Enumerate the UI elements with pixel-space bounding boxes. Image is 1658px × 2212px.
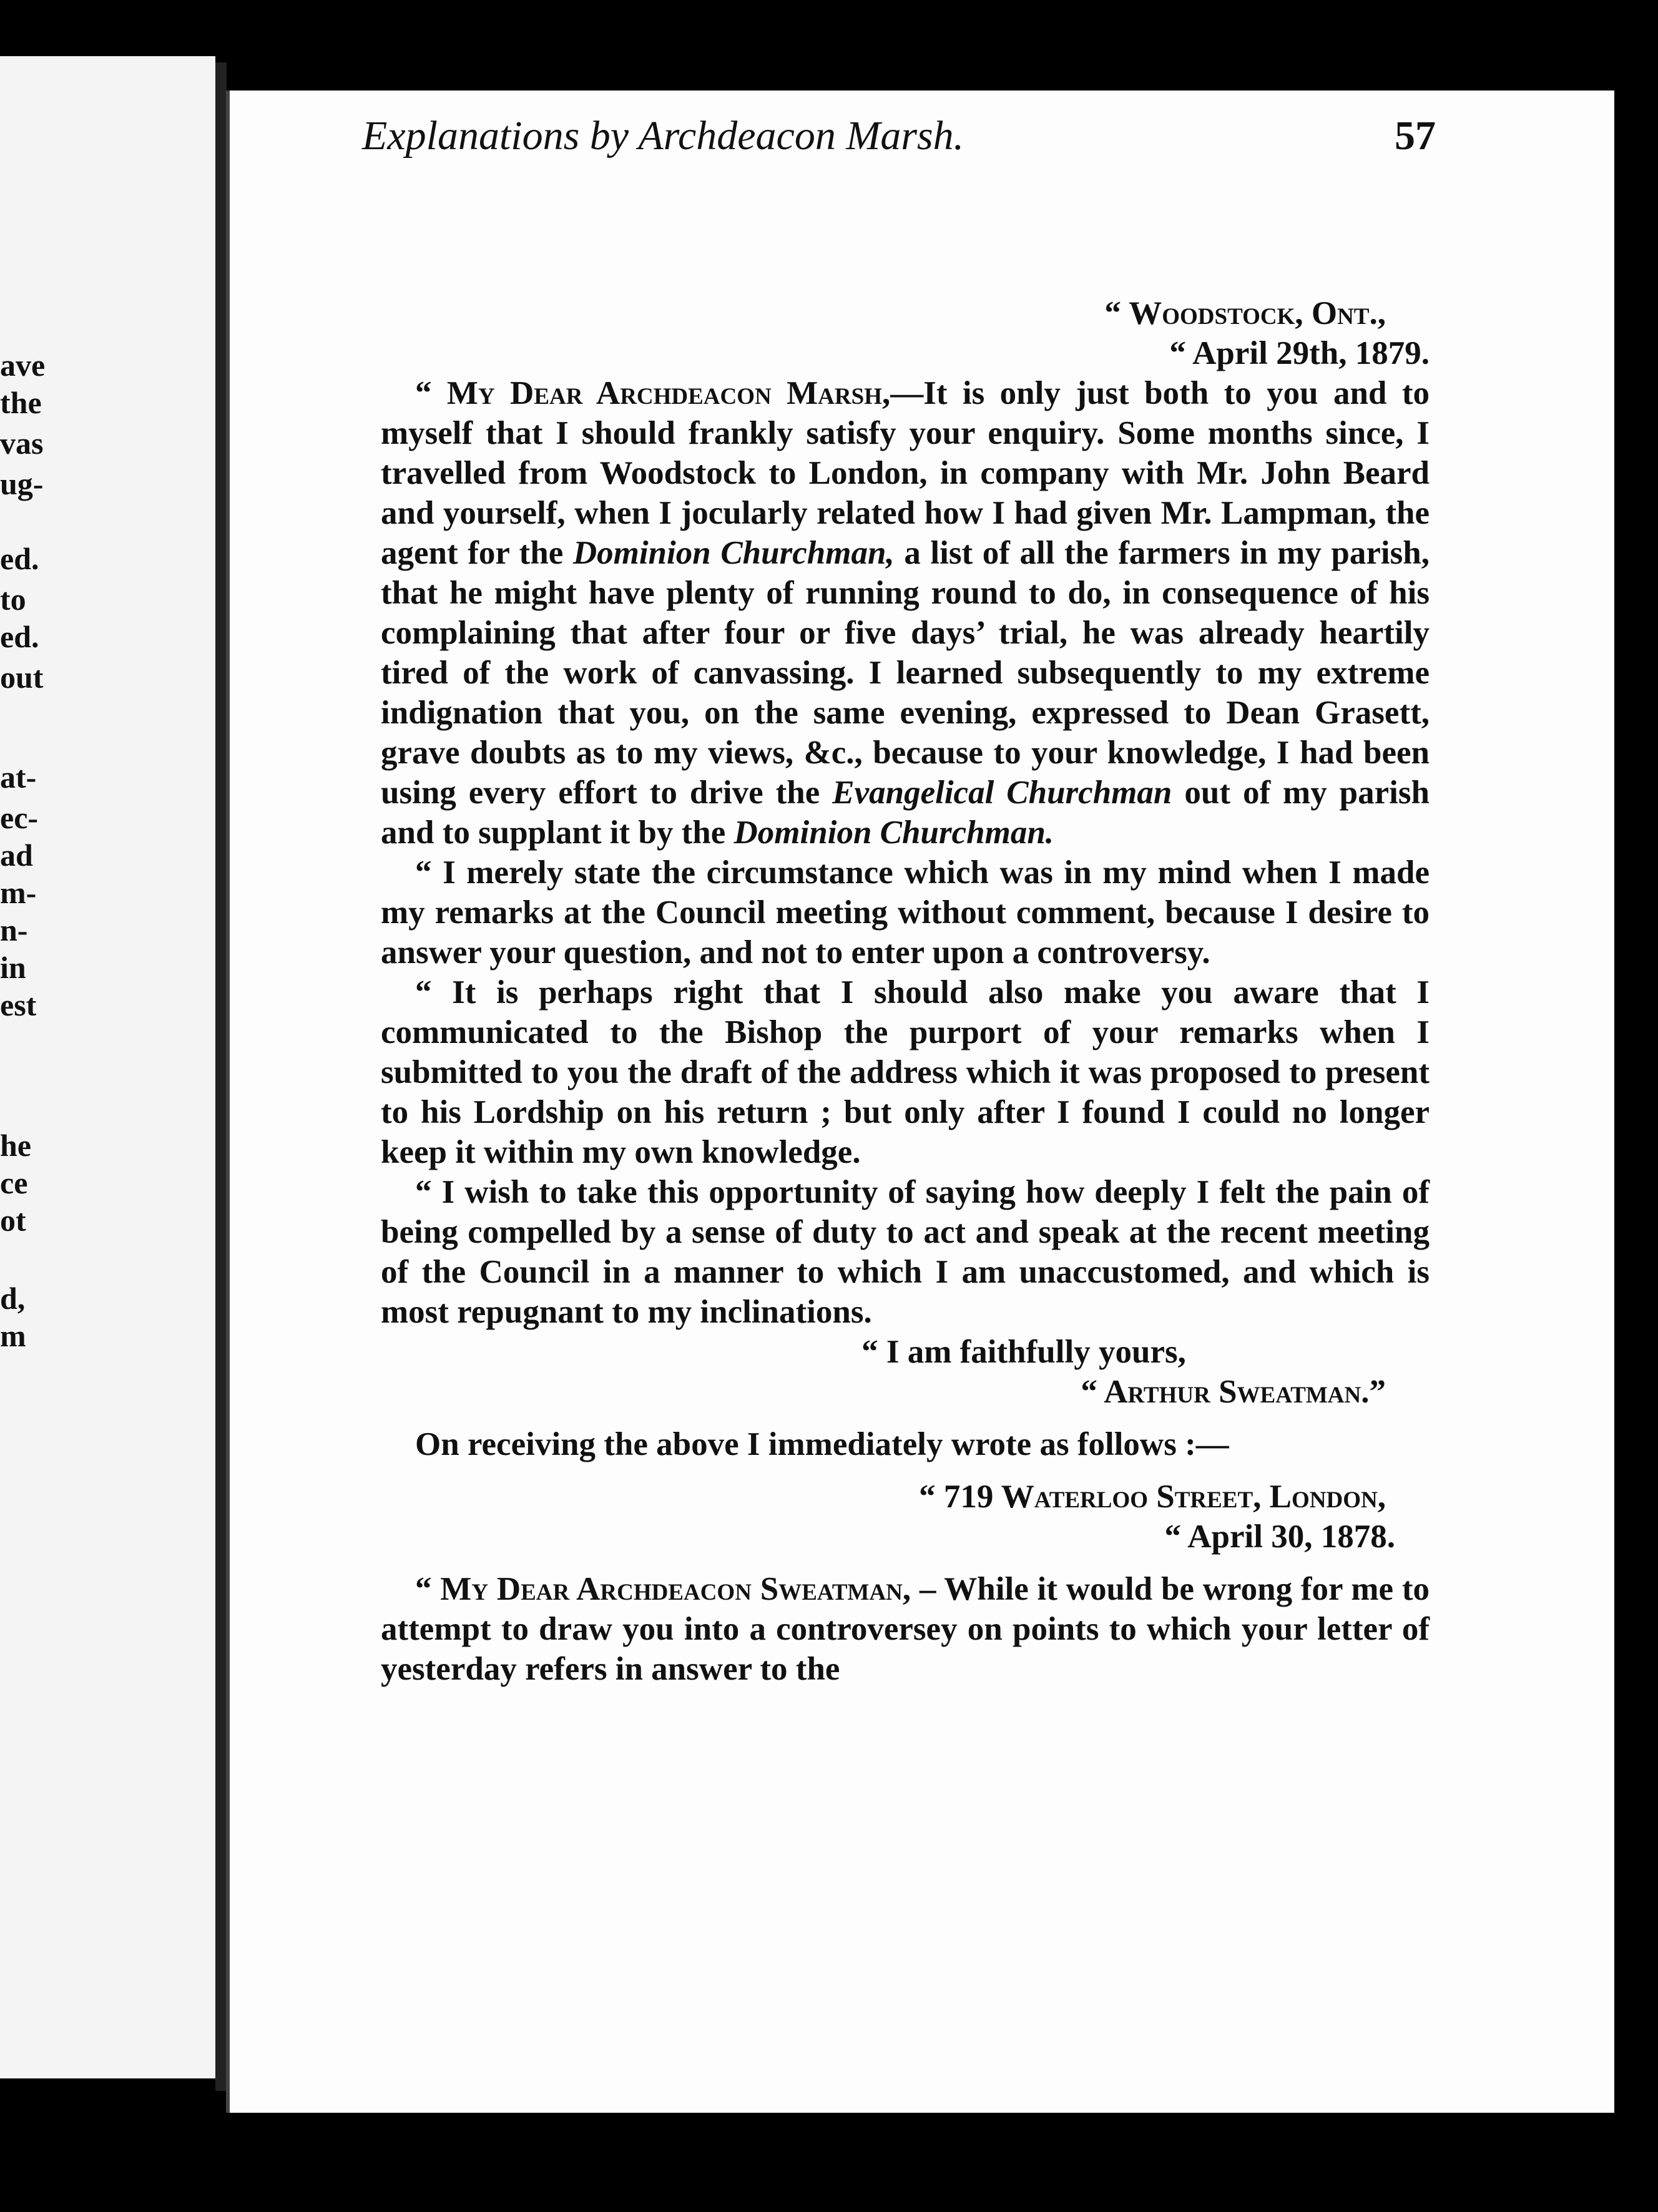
transition-line: On receiving the above I immediately wrote as follows :— — [415, 1426, 1229, 1462]
letter2-p1-text: – While it would be wrong for me to attempt to draw you into a controversey on points to which your letter of yesterday refers in answer to the — [381, 1571, 1430, 1687]
letter2-paragraph-1 — [381, 1569, 1430, 1689]
left-page-fragment: ot — [0, 1203, 26, 1238]
page-number: 57 — [1395, 113, 1436, 159]
left-page-fragment: to — [0, 582, 26, 617]
left-page-fragment: ec- — [0, 800, 39, 835]
left-page-fragment: n- — [0, 913, 28, 947]
left-page-fragment: m — [0, 1318, 26, 1353]
left-page-fragment: m- — [0, 875, 37, 910]
letter1-p1-italic3: Dominion Churchman. — [733, 815, 1054, 851]
letter1-signature: “ Arthur Sweatman.” — [1081, 1374, 1386, 1410]
left-page-fragment: ce — [0, 1165, 28, 1200]
letter1-salutation: “ My Dear Archdeacon Marsh, — [415, 375, 891, 411]
book-gutter — [215, 62, 227, 2091]
left-page-fragment: vas — [0, 426, 44, 461]
left-page-fragment: ug- — [0, 466, 44, 501]
left-page-fragment: ed. — [0, 619, 39, 654]
letter2-date: “ April 30, 1878. — [1164, 1519, 1395, 1555]
left-page-fragment: ed. — [0, 541, 39, 576]
page-header — [362, 112, 1436, 162]
letter2-salutation: “ My Dear Archdeacon Sweatman, — [415, 1571, 911, 1607]
left-page-fragment: d, — [0, 1281, 26, 1316]
left-page-fragment: ad — [0, 838, 33, 873]
left-page-fragment: est — [0, 987, 37, 1022]
letter1-p1-italic1: Dominion Churchman, — [572, 535, 895, 571]
letter1-closing: “ I am faithfully yours, — [861, 1334, 1186, 1370]
letter1-paragraph-2: “ I merely state the circumstance which was in my mind when I made my remarks at the Council meeting without comment, because I desire to answer your question, and not to enter upon a controversy. — [381, 854, 1430, 971]
left-page-fragment: ave — [0, 348, 46, 383]
left-page-fragment: at- — [0, 760, 37, 795]
left-page-fragment: out — [0, 660, 44, 695]
letter1-p1-text-b: a list of all the farmers in my parish, that he might have plenty of running round to do, in consequence of his complaining that after four or five days’ trial, he was already heartily tired of the work of canvassing. I learned subsequently to my extreme indignation that you, on the same evening, expressed to Dean Grasett, grave doubts as to my views, &c., because to your knowledge, I had been using every effort to drive the — [381, 535, 1430, 811]
letter1-p1-italic2: Evangelical Churchman — [832, 775, 1172, 811]
letter1-paragraph-3: “ It is perhaps right that I should also make you aware that I communicated to the Bishop the purport of your remarks when I submitted to you the draft of the address which it was proposed to present to his Lordship on his return ; but only after I found I could no longer keep it within my own knowledge. — [381, 974, 1430, 1170]
letter1-date: “ April 29th, 1879. — [1169, 335, 1430, 371]
letter1-place: “ Woodstock, Ont., — [1104, 295, 1386, 331]
left-page-fragment: in — [0, 950, 26, 985]
letter1-p1-text-c: out of my parish and to supplant it by the — [381, 775, 1430, 851]
letter1-p1-text: —It is only just both to you and to myself that I should frankly satisfy your enquiry. Some months since, I travelled from Woodstock to London, in company with Mr. John Beard and yourself, when I jocularly related how I had given Mr. Lampman, the agent for the — [381, 375, 1430, 571]
page-body — [381, 293, 1430, 1689]
letter1-paragraph-1 — [381, 373, 1430, 853]
left-page-fragment: the — [0, 385, 42, 420]
running-title: Explanations by Archdeacon Marsh. — [362, 113, 964, 159]
letter2-place: “ 719 Waterloo Street, London, — [919, 1479, 1386, 1515]
letter1-paragraph-4: “ I wish to take this opportunity of saying how deeply I felt the pain of being compelled by a sense of duty to act and speak at the recent meeting of the Council in a manner to which I am unaccustomed, and which is most repugnant to my inclinations. — [381, 1174, 1430, 1330]
left-page-fragment: he — [0, 1128, 31, 1163]
left-page-edge — [0, 56, 215, 2078]
